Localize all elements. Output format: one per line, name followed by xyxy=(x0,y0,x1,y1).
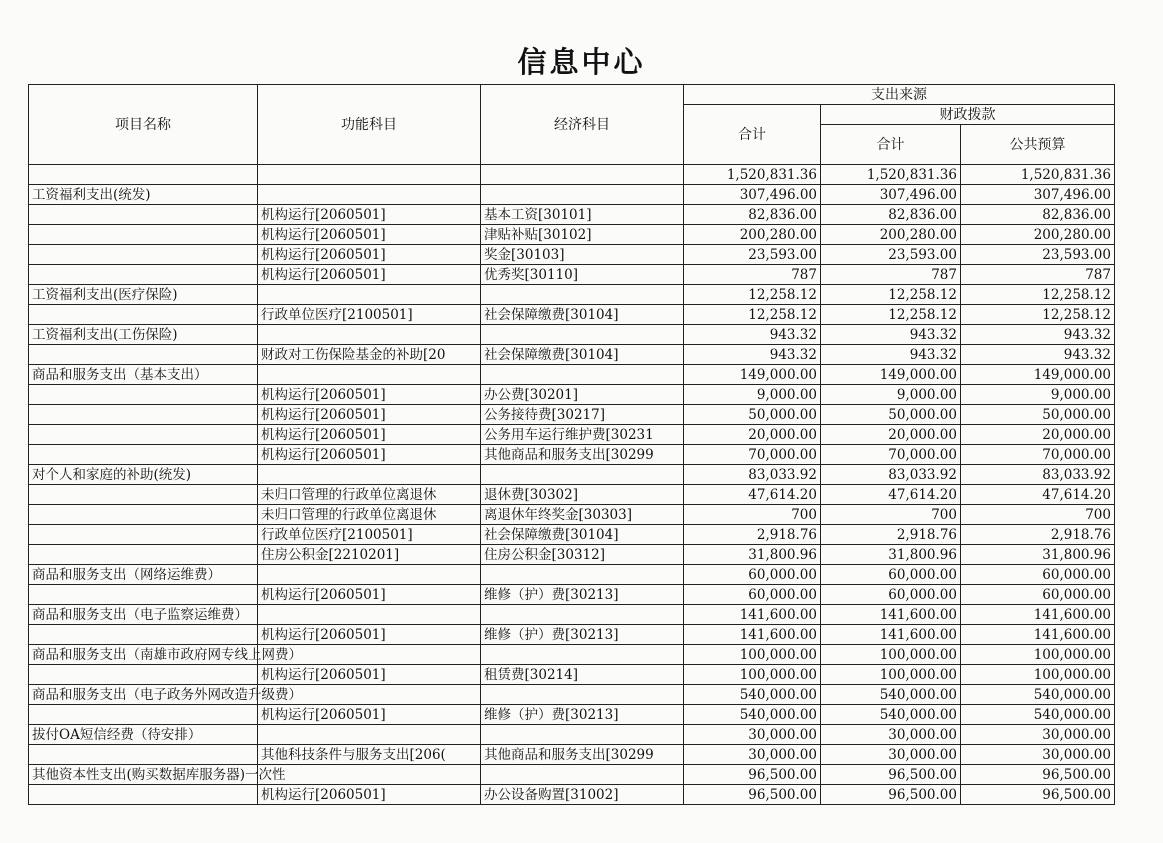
cell-function-subject: 机构运行[2060501] xyxy=(258,705,481,725)
cell-total: 943.32 xyxy=(684,325,821,345)
cell-fiscal-total: 100,000.00 xyxy=(821,645,961,665)
cell-total: 2,918.76 xyxy=(684,525,821,545)
cell-public-budget: 787 xyxy=(961,265,1115,285)
cell-function-subject: 机构运行[2060501] xyxy=(258,265,481,285)
cell-total: 787 xyxy=(684,265,821,285)
cell-function-subject: 机构运行[2060501] xyxy=(258,585,481,605)
table-row xyxy=(29,765,1115,785)
project-name-text: 其他资本性支出(购买数据库服务器)一次性 xyxy=(32,766,286,783)
cell-fiscal-total: 200,280.00 xyxy=(821,225,961,245)
cell-economic-subject: 住房公积金[30312] xyxy=(481,545,684,565)
cell-total: 30,000.00 xyxy=(684,725,821,745)
cell-function-subject xyxy=(258,465,481,485)
cell-public-budget: 82,836.00 xyxy=(961,205,1115,225)
cell-public-budget: 23,593.00 xyxy=(961,245,1115,265)
header-economic-subject: 经济科目 xyxy=(481,85,684,165)
cell-total: 100,000.00 xyxy=(684,645,821,665)
cell-economic-subject xyxy=(481,165,684,185)
table-row xyxy=(29,745,1115,765)
cell-function-subject xyxy=(258,185,481,205)
cell-economic-subject: 办公设备购置[31002] xyxy=(481,785,684,805)
cell-function-subject: 机构运行[2060501] xyxy=(258,665,481,685)
cell-fiscal-total: 50,000.00 xyxy=(821,405,961,425)
cell-economic-subject xyxy=(481,645,684,665)
cell-function-subject: 行政单位医疗[2100501] xyxy=(258,305,481,325)
cell-project-name xyxy=(29,205,258,225)
cell-fiscal-total: 47,614.20 xyxy=(821,485,961,505)
cell-public-budget: 60,000.00 xyxy=(961,565,1115,585)
cell-function-subject: 机构运行[2060501] xyxy=(258,385,481,405)
cell-project-name xyxy=(29,285,258,305)
cell-public-budget: 141,600.00 xyxy=(961,625,1115,645)
cell-fiscal-total: 141,600.00 xyxy=(821,605,961,625)
cell-project-name xyxy=(29,765,286,785)
table-row xyxy=(29,665,1115,685)
cell-public-budget: 96,500.00 xyxy=(961,785,1115,805)
cell-economic-subject: 离退休年终奖金[30303] xyxy=(481,505,684,525)
project-name-text: 商品和服务支出（基本支出） xyxy=(32,366,208,383)
cell-total: 20,000.00 xyxy=(684,425,821,445)
cell-project-name xyxy=(29,165,258,185)
cell-function-subject: 财政对工伤保险基金的补助[20 xyxy=(258,345,481,365)
header-expense-source: 支出来源 xyxy=(684,85,1115,105)
cell-function-subject: 其他科技条件与服务支出[206( xyxy=(258,745,481,765)
cell-economic-subject xyxy=(481,565,684,585)
cell-public-budget: 149,000.00 xyxy=(961,365,1115,385)
cell-project-name xyxy=(29,545,258,565)
cell-project-name xyxy=(29,745,258,765)
table-row xyxy=(29,725,1115,745)
cell-fiscal-total: 2,918.76 xyxy=(821,525,961,545)
cell-total: 141,600.00 xyxy=(684,605,821,625)
cell-total: 700 xyxy=(684,505,821,525)
cell-project-name xyxy=(29,245,258,265)
cell-function-subject: 机构运行[2060501] xyxy=(258,405,481,425)
cell-public-budget: 141,600.00 xyxy=(961,605,1115,625)
cell-public-budget: 943.32 xyxy=(961,345,1115,365)
cell-fiscal-total: 60,000.00 xyxy=(821,565,961,585)
cell-public-budget: 943.32 xyxy=(961,325,1115,345)
cell-function-subject: 机构运行[2060501] xyxy=(258,425,481,445)
cell-project-name xyxy=(29,725,258,745)
cell-public-budget: 2,918.76 xyxy=(961,525,1115,545)
cell-total: 1,520,831.36 xyxy=(684,165,821,185)
project-name-text: 工资福利支出(统发) xyxy=(32,186,151,203)
project-name-text: 拔付OA短信经费（待安排） xyxy=(32,726,202,743)
table-row xyxy=(29,365,1115,385)
cell-project-name xyxy=(29,705,258,725)
cell-economic-subject: 优秀奖[30110] xyxy=(481,265,684,285)
cell-economic-subject: 维修（护）费[30213] xyxy=(481,705,684,725)
cell-project-name xyxy=(29,445,258,465)
cell-fiscal-total: 943.32 xyxy=(821,345,961,365)
cell-project-name xyxy=(29,685,302,705)
cell-public-budget: 12,258.12 xyxy=(961,305,1115,325)
cell-public-budget: 60,000.00 xyxy=(961,585,1115,605)
cell-project-name xyxy=(29,665,258,685)
table-row xyxy=(29,165,1115,185)
cell-project-name xyxy=(29,525,258,545)
project-name-text: 对个人和家庭的补助(统发) xyxy=(32,466,192,483)
header-fiscal-total: 合计 xyxy=(821,125,961,165)
cell-function-subject: 机构运行[2060501] xyxy=(258,245,481,265)
cell-total: 100,000.00 xyxy=(684,665,821,685)
cell-public-budget: 50,000.00 xyxy=(961,405,1115,425)
cell-fiscal-total: 100,000.00 xyxy=(821,665,961,685)
cell-public-budget: 307,496.00 xyxy=(961,185,1115,205)
cell-fiscal-total: 1,520,831.36 xyxy=(821,165,961,185)
table-row xyxy=(29,445,1115,465)
cell-public-budget: 540,000.00 xyxy=(961,705,1115,725)
cell-function-subject: 未归口管理的行政单位离退休 xyxy=(258,505,481,525)
cell-total: 12,258.12 xyxy=(684,285,821,305)
cell-project-name xyxy=(29,425,258,445)
cell-economic-subject: 维修（护）费[30213] xyxy=(481,585,684,605)
cell-project-name xyxy=(29,785,258,805)
cell-economic-subject: 津贴补贴[30102] xyxy=(481,225,684,245)
cell-public-budget: 83,033.92 xyxy=(961,465,1115,485)
table-row xyxy=(29,285,1115,305)
cell-fiscal-total: 9,000.00 xyxy=(821,385,961,405)
cell-fiscal-total: 540,000.00 xyxy=(821,685,961,705)
table-body xyxy=(29,165,1115,805)
cell-total: 540,000.00 xyxy=(684,705,821,725)
cell-fiscal-total: 700 xyxy=(821,505,961,525)
cell-economic-subject: 社会保障缴费[30104] xyxy=(481,305,684,325)
cell-economic-subject xyxy=(481,465,684,485)
cell-total: 23,593.00 xyxy=(684,245,821,265)
table-row xyxy=(29,685,1115,705)
header-function-subject: 功能科目 xyxy=(258,85,481,165)
cell-fiscal-total: 149,000.00 xyxy=(821,365,961,385)
cell-project-name xyxy=(29,485,258,505)
cell-fiscal-total: 141,600.00 xyxy=(821,625,961,645)
project-name-text: 商品和服务支出（南雄市政府网专线上网费） xyxy=(32,646,302,663)
cell-economic-subject: 社会保障缴费[30104] xyxy=(481,525,684,545)
cell-economic-subject xyxy=(481,185,684,205)
cell-function-subject xyxy=(258,725,481,745)
cell-public-budget: 1,520,831.36 xyxy=(961,165,1115,185)
project-name-text: 商品和服务支出（网络运维费） xyxy=(32,566,221,583)
cell-economic-subject: 维修（护）费[30213] xyxy=(481,625,684,645)
table-row xyxy=(29,245,1115,265)
cell-fiscal-total: 30,000.00 xyxy=(821,725,961,745)
table-row xyxy=(29,385,1115,405)
cell-economic-subject: 其他商品和服务支出[30299 xyxy=(481,445,684,465)
cell-function-subject: 未归口管理的行政单位离退休 xyxy=(258,485,481,505)
cell-function-subject xyxy=(258,565,481,585)
cell-economic-subject: 基本工资[30101] xyxy=(481,205,684,225)
cell-economic-subject xyxy=(481,605,684,625)
cell-project-name xyxy=(29,605,258,625)
cell-total: 540,000.00 xyxy=(684,685,821,705)
cell-total: 31,800.96 xyxy=(684,545,821,565)
cell-project-name xyxy=(29,185,258,205)
table-row xyxy=(29,465,1115,485)
cell-economic-subject: 社会保障缴费[30104] xyxy=(481,345,684,365)
cell-public-budget: 100,000.00 xyxy=(961,665,1115,685)
cell-project-name xyxy=(29,405,258,425)
table-row xyxy=(29,705,1115,725)
cell-fiscal-total: 31,800.96 xyxy=(821,545,961,565)
cell-function-subject xyxy=(258,365,481,385)
cell-fiscal-total: 943.32 xyxy=(821,325,961,345)
cell-economic-subject xyxy=(481,365,684,385)
project-name-text: 商品和服务支出（电子监察运维费） xyxy=(32,606,248,623)
cell-fiscal-total: 540,000.00 xyxy=(821,705,961,725)
cell-project-name xyxy=(29,225,258,245)
header-fiscal-allocation: 财政拨款 xyxy=(821,105,1115,125)
cell-function-subject: 住房公积金[2210201] xyxy=(258,545,481,565)
project-name-text: 工资福利支出(医疗保险) xyxy=(32,286,178,303)
table-row xyxy=(29,585,1115,605)
cell-function-subject: 机构运行[2060501] xyxy=(258,205,481,225)
cell-fiscal-total: 96,500.00 xyxy=(821,765,961,785)
cell-function-subject xyxy=(258,605,481,625)
cell-public-budget: 30,000.00 xyxy=(961,725,1115,745)
cell-function-subject xyxy=(258,165,481,185)
cell-project-name xyxy=(29,565,258,585)
cell-economic-subject xyxy=(481,685,684,705)
cell-economic-subject xyxy=(481,285,684,305)
table-row xyxy=(29,565,1115,585)
cell-public-budget: 47,614.20 xyxy=(961,485,1115,505)
table-row xyxy=(29,625,1115,645)
cell-total: 307,496.00 xyxy=(684,185,821,205)
cell-fiscal-total: 12,258.12 xyxy=(821,285,961,305)
cell-total: 47,614.20 xyxy=(684,485,821,505)
cell-project-name xyxy=(29,625,258,645)
cell-project-name xyxy=(29,345,258,365)
table-row xyxy=(29,785,1115,805)
table-row xyxy=(29,605,1115,625)
cell-economic-subject xyxy=(481,725,684,745)
cell-total: 70,000.00 xyxy=(684,445,821,465)
table-row xyxy=(29,525,1115,545)
cell-project-name xyxy=(29,365,258,385)
cell-fiscal-total: 307,496.00 xyxy=(821,185,961,205)
cell-project-name xyxy=(29,645,302,665)
table-row xyxy=(29,645,1115,665)
cell-total: 149,000.00 xyxy=(684,365,821,385)
cell-total: 141,600.00 xyxy=(684,625,821,645)
cell-project-name xyxy=(29,385,258,405)
cell-project-name xyxy=(29,325,258,345)
table-row xyxy=(29,205,1115,225)
cell-fiscal-total: 12,258.12 xyxy=(821,305,961,325)
cell-function-subject xyxy=(258,325,481,345)
cell-total: 82,836.00 xyxy=(684,205,821,225)
table-row xyxy=(29,405,1115,425)
cell-fiscal-total: 96,500.00 xyxy=(821,785,961,805)
cell-project-name xyxy=(29,465,258,485)
cell-function-subject: 机构运行[2060501] xyxy=(258,225,481,245)
cell-function-subject: 机构运行[2060501] xyxy=(258,625,481,645)
table-row xyxy=(29,425,1115,445)
cell-total: 200,280.00 xyxy=(684,225,821,245)
cell-project-name xyxy=(29,265,258,285)
cell-function-subject xyxy=(258,285,481,305)
cell-economic-subject: 奖金[30103] xyxy=(481,245,684,265)
cell-function-subject xyxy=(258,765,481,785)
header-public-budget: 公共预算 xyxy=(961,125,1115,165)
cell-economic-subject: 退休费[30302] xyxy=(481,485,684,505)
cell-public-budget: 12,258.12 xyxy=(961,285,1115,305)
cell-fiscal-total: 60,000.00 xyxy=(821,585,961,605)
cell-economic-subject xyxy=(481,765,684,785)
cell-economic-subject: 其他商品和服务支出[30299 xyxy=(481,745,684,765)
cell-fiscal-total: 70,000.00 xyxy=(821,445,961,465)
cell-public-budget: 200,280.00 xyxy=(961,225,1115,245)
cell-project-name xyxy=(29,505,258,525)
header-total: 合计 xyxy=(684,105,821,165)
cell-project-name xyxy=(29,305,258,325)
cell-fiscal-total: 82,836.00 xyxy=(821,205,961,225)
cell-economic-subject: 办公费[30201] xyxy=(481,385,684,405)
cell-total: 50,000.00 xyxy=(684,405,821,425)
table-row xyxy=(29,225,1115,245)
project-name-text: 商品和服务支出（电子政务外网改造升级费） xyxy=(32,686,302,703)
cell-public-budget: 96,500.00 xyxy=(961,765,1115,785)
table-row xyxy=(29,185,1115,205)
table-row xyxy=(29,505,1115,525)
cell-fiscal-total: 20,000.00 xyxy=(821,425,961,445)
cell-economic-subject: 公务用车运行维护费[30231 xyxy=(481,425,684,445)
cell-function-subject: 行政单位医疗[2100501] xyxy=(258,525,481,545)
table-row xyxy=(29,325,1115,345)
cell-public-budget: 540,000.00 xyxy=(961,685,1115,705)
cell-public-budget: 30,000.00 xyxy=(961,745,1115,765)
table-row xyxy=(29,265,1115,285)
cell-public-budget: 100,000.00 xyxy=(961,645,1115,665)
cell-total: 12,258.12 xyxy=(684,305,821,325)
cell-public-budget: 31,800.96 xyxy=(961,545,1115,565)
cell-economic-subject: 公务接待费[30217] xyxy=(481,405,684,425)
cell-total: 943.32 xyxy=(684,345,821,365)
table-row xyxy=(29,345,1115,365)
cell-function-subject: 机构运行[2060501] xyxy=(258,785,481,805)
cell-economic-subject xyxy=(481,325,684,345)
cell-total: 60,000.00 xyxy=(684,585,821,605)
cell-total: 60,000.00 xyxy=(684,565,821,585)
page-title: 信息中心 xyxy=(517,45,646,79)
cell-public-budget: 20,000.00 xyxy=(961,425,1115,445)
project-name-text: 工资福利支出(工伤保险) xyxy=(32,326,178,343)
cell-total: 30,000.00 xyxy=(684,745,821,765)
cell-public-budget: 9,000.00 xyxy=(961,385,1115,405)
cell-total: 96,500.00 xyxy=(684,765,821,785)
cell-fiscal-total: 23,593.00 xyxy=(821,245,961,265)
cell-economic-subject: 租赁费[30214] xyxy=(481,665,684,685)
cell-fiscal-total: 787 xyxy=(821,265,961,285)
cell-fiscal-total: 83,033.92 xyxy=(821,465,961,485)
table-row xyxy=(29,485,1115,505)
table-row xyxy=(29,305,1115,325)
cell-function-subject: 机构运行[2060501] xyxy=(258,445,481,465)
table-row xyxy=(29,545,1115,565)
cell-public-budget: 70,000.00 xyxy=(961,445,1115,465)
header-project-name: 项目名称 xyxy=(29,85,258,165)
cell-total: 9,000.00 xyxy=(684,385,821,405)
cell-fiscal-total: 30,000.00 xyxy=(821,745,961,765)
cell-total: 83,033.92 xyxy=(684,465,821,485)
cell-total: 96,500.00 xyxy=(684,785,821,805)
cell-project-name xyxy=(29,585,258,605)
budget-table xyxy=(28,84,1115,805)
cell-public-budget: 700 xyxy=(961,505,1115,525)
